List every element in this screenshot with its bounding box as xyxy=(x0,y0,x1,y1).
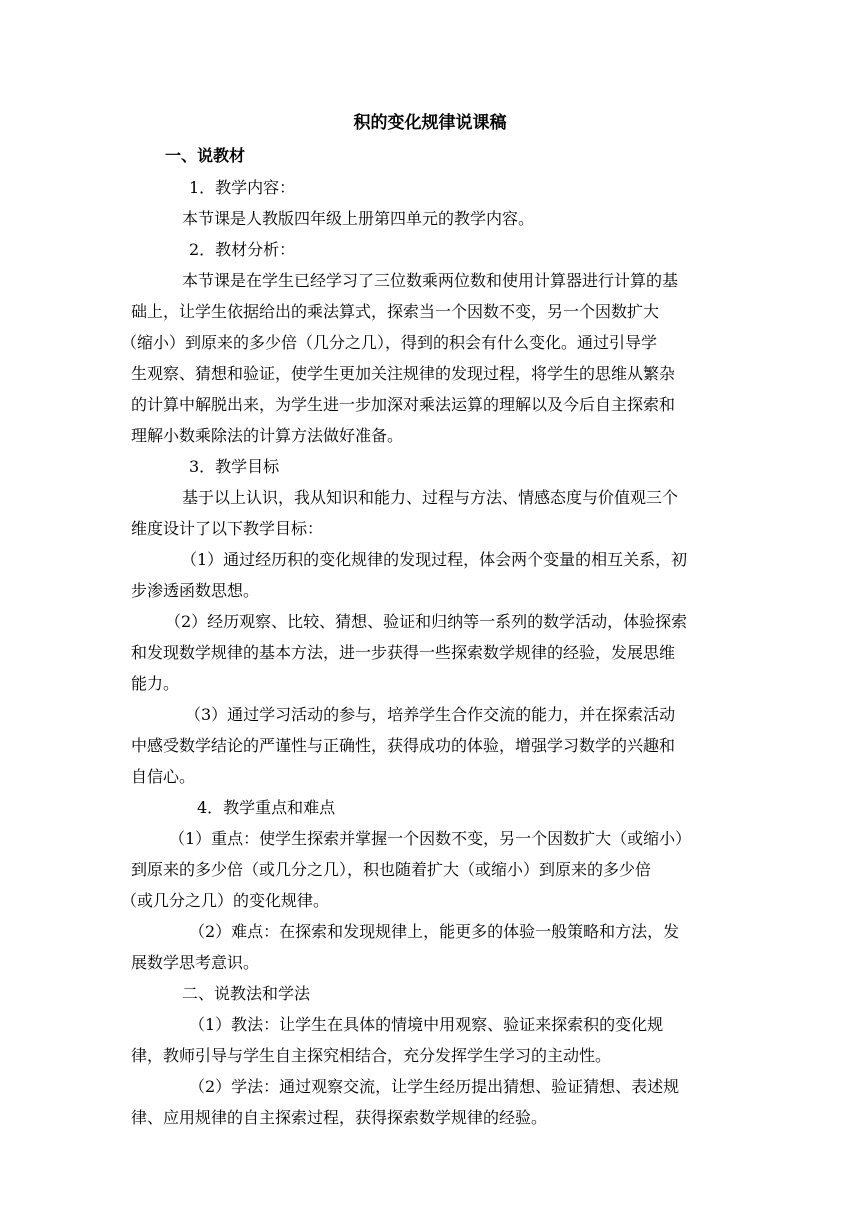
key-point-line-3: （或几分之几）的变化规律。 xyxy=(121,891,330,910)
goal2-line-1: （2）经历观察、比较、猜想、验证和归纳等一系列的数学活动，体验探索 xyxy=(165,612,688,631)
item2-line-3: （缩小）到原来的多少倍（几分之几），得到的积会有什么变化。通过引导学 xyxy=(121,333,658,352)
section1-heading: 一、说教材 xyxy=(165,146,246,165)
key-point-line-1: （1）重点：使学生探索并掌握一个因数不变，另一个因数扩大（或缩小） xyxy=(169,829,692,848)
item3-intro-1: 基于以上认识，我从知识和能力、过程与方法、情感态度与价值观三个 xyxy=(182,488,679,507)
goal1-line-1: （1）通过经历积的变化规律的发现过程，体会两个变量的相互关系，初 xyxy=(181,550,688,569)
difficulty-line-1: （2）难点：在探索和发现规律上，能更多的体验一般策略和方法，发 xyxy=(189,922,680,941)
item2-line-1: 本节课是在学生已经学习了三位数乘两位数和使用计算器进行计算的基 xyxy=(182,271,679,290)
item3-heading: 3．教学目标 xyxy=(189,457,280,476)
doc-title: 积的变化规律说课稿 xyxy=(353,113,507,133)
item2-line-6: 理解小数乘除法的计算方法做好准备。 xyxy=(131,426,404,445)
item2-line-2: 础上，让学生依据给出的乘法算式，探索当一个因数不变，另一个因数扩大 xyxy=(131,302,660,321)
method2-line-2: 律、应用规律的自主探索过程，获得探索数学规律的经验。 xyxy=(131,1108,548,1127)
method2-line-1: （2）学法：通过观察交流，让学生经历提出猜想、验证猜想、表述规 xyxy=(189,1077,680,1096)
goal3-line-2: 中感受数学结论的严谨性与正确性，获得成功的体验，增强学习数学的兴趣和 xyxy=(131,736,676,755)
key-point-line-2: 到原来的多少倍（或几分之几），积也随着扩大（或缩小）到原来的多少倍 xyxy=(131,860,652,879)
goal2-line-3: 能力。 xyxy=(131,674,180,693)
item2-line-5: 的计算中解脱出来，为学生进一步加深对乘法运算的理解以及今后自主探索和 xyxy=(131,395,676,414)
method1-line-1: （1）教法：让学生在具体的情境中用观察、验证来探索积的变化规 xyxy=(189,1015,664,1034)
difficulty-line-2: 展数学思考意识。 xyxy=(131,953,260,972)
section2-heading: 二、说教法和学法 xyxy=(182,984,311,1003)
item1-heading: 1．教学内容： xyxy=(189,178,296,197)
goal1-line-2: 步渗透函数思想。 xyxy=(131,581,260,600)
item3-intro-2: 维度设计了以下教学目标： xyxy=(131,519,324,538)
item4-heading: 4．教学重点和难点 xyxy=(197,798,336,817)
goal3-line-1: （3）通过学习活动的参与，培养学生合作交流的能力，并在探索活动 xyxy=(185,705,676,724)
method1-line-2: 律，教师引导与学生自主探究相结合，充分发挥学生学习的主动性。 xyxy=(131,1046,612,1065)
item2-heading: 2．教材分析： xyxy=(189,240,296,259)
goal2-line-2: 和发现数学规律的基本方法，进一步获得一些探索数学规律的经验，发展思维 xyxy=(131,643,676,662)
item1-line-1: 本节课是人教版四年级上册第四单元的教学内容。 xyxy=(182,209,535,228)
goal3-line-3: 自信心。 xyxy=(131,767,196,786)
item2-line-4: 生观察、猜想和验证，使学生更加关注规律的发现过程，将学生的思维从繁杂 xyxy=(131,364,676,383)
